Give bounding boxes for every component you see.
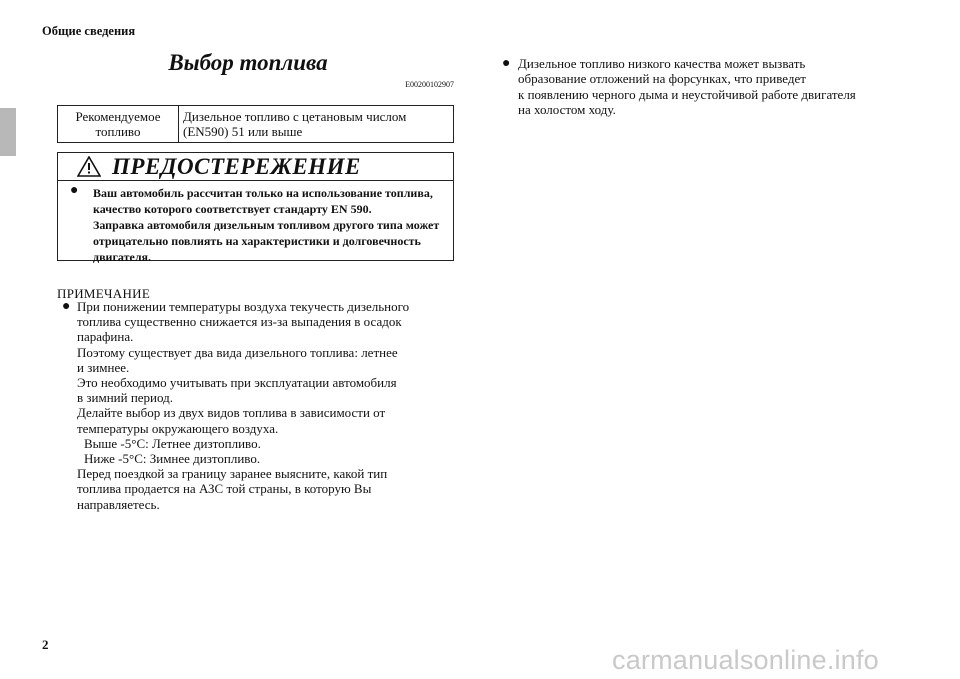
section-tab-marker	[0, 108, 16, 156]
page-title: Выбор топлива	[168, 50, 328, 75]
note-line: и зимнее.	[77, 359, 130, 375]
note-line: Это необходимо учитывать при эксплуатации автомобиля	[77, 375, 397, 391]
right-column-bullet	[502, 56, 938, 118]
watermark: carmanualsonline.info	[612, 645, 879, 675]
note-line: топлива продается на АЗС той страны, в которую Вы	[77, 481, 372, 497]
warning-line: отрицательно повлиять на характеристики и долговечность	[93, 234, 421, 248]
section-header: Общие сведения	[42, 24, 136, 38]
note-line: Ниже -5°C: Зимнее дизтопливо.	[84, 451, 261, 467]
note-line: Поэтому существует два вида дизельного топлива: летнее	[77, 344, 398, 360]
note-line: Выше -5°C: Летнее дизтопливо.	[84, 435, 261, 451]
right-line: Дизельное топливо низкого качества может вызвать	[518, 56, 806, 71]
section-code: E00200102907	[405, 80, 454, 89]
note-line: парафина.	[77, 329, 134, 345]
warning-box	[57, 152, 454, 264]
fuel-spec-label-line: Рекомендуемое	[75, 109, 161, 124]
bullet-icon: ●	[502, 56, 511, 71]
fuel-spec-value-cell	[179, 106, 454, 143]
right-line: к появлению черного дыма и неустойчивой работе двигателя	[518, 86, 856, 102]
right-line: на холостом ходу.	[518, 102, 616, 118]
fuel-spec-value-line: (EN590) 51 или выше	[183, 124, 303, 139]
warning-line: Заправка автомобиля дизельным топливом другого типа может	[93, 218, 440, 232]
page-number: 2	[42, 637, 49, 652]
note-line: в зимний период.	[77, 390, 174, 406]
fuel-spec-table	[57, 105, 454, 143]
warning-body	[58, 181, 453, 265]
note-line: температуры окружающего воздуха.	[77, 420, 279, 436]
table-row	[58, 106, 454, 143]
warning-line: двигателя.	[93, 250, 152, 264]
bullet-icon: ●	[62, 299, 71, 314]
note-line: При понижении температуры воздуха текучесть дизельного	[77, 299, 410, 314]
note-line: Делайте выбор из двух видов топлива в зависимости от	[77, 405, 386, 421]
bullet-icon: ●	[70, 183, 79, 198]
right-line: образование отложений на форсунках, что приведет	[518, 71, 806, 87]
warning-line: Ваш автомобиль рассчитан только на использование топлива,	[93, 186, 433, 200]
note-line: направляетесь.	[77, 496, 160, 512]
warning-header	[58, 153, 453, 181]
note-body	[62, 299, 467, 512]
warning-line: качество которого соответствует стандарту EN 590.	[93, 202, 372, 216]
warning-title: ПРЕДОСТЕРЕЖЕНИЕ	[112, 154, 361, 179]
fuel-spec-label-cell	[58, 106, 179, 143]
fuel-spec-label-line: топливо	[95, 124, 141, 139]
warning-triangle-icon	[77, 156, 101, 177]
note-line: Перед поездкой за границу заранее выясните, какой тип	[77, 466, 388, 482]
fuel-spec-value-line: Дизельное топливо с цетановым числом	[183, 109, 407, 124]
note-line: топлива существенно снижается из-за выпадения в осадок	[77, 314, 402, 330]
note-label: ПРИМЕЧАНИЕ	[57, 286, 151, 301]
